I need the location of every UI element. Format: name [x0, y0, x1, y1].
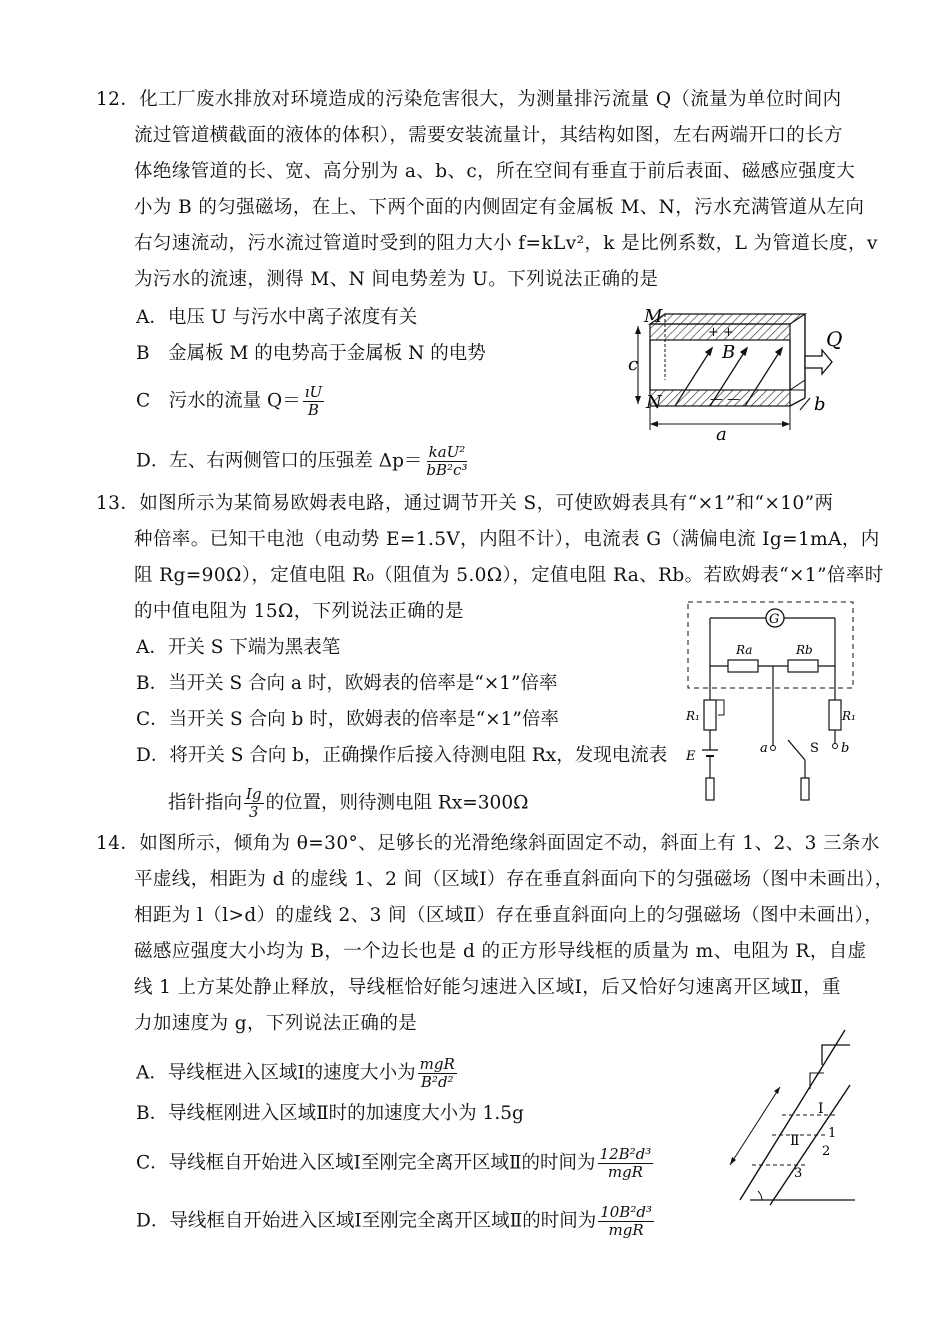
incline-right-edge — [770, 1085, 850, 1205]
q14-option-c-text: C．导线框自开始进入区域Ⅰ至刚完全离开区域Ⅱ的时间为 — [136, 1152, 596, 1174]
q12-option-d-text: D．左、右两侧管口的压强差 Δp＝ — [136, 450, 423, 472]
q14-line-6: 力加速度为 g，下列说法正确的是 — [134, 1013, 418, 1034]
q12-option-c-text: C 污水的流量 Q＝ — [136, 390, 301, 412]
q13-option-d-text-pre: 指针指向 — [168, 792, 243, 814]
q14-option-c[interactable] — [136, 1146, 655, 1181]
fraction-denominator: 3 — [249, 803, 259, 821]
q14-option-a-text: A．导线框进入区域Ⅰ的速度大小为 — [136, 1062, 416, 1084]
q12-line-1: 12．化工厂废水排放对环境造成的污染危害很大，为测量排污流量 Q（流量为单位时间内 — [96, 89, 842, 110]
fraction-numerator: ıU — [304, 383, 323, 401]
q14-line-5: 线 1 上方某处静止释放，导线框恰好能匀速进入区域Ⅰ，后又恰好匀速离开区域Ⅱ，重 — [134, 977, 841, 998]
q14-option-a[interactable] — [136, 1056, 459, 1091]
label-r1-left: R₁ — [686, 709, 700, 723]
label-rb: Rb — [796, 643, 813, 657]
q12-line-3: 体绝缘管道的长、宽、高分别为 a、b、c，所在空间有垂直于前后表面、磁感应强度大 — [134, 161, 856, 182]
fraction-numerator: kaU² — [428, 443, 466, 461]
q12-option-b[interactable]: B 金属板 M 的电势高于金属板 N 的电势 — [136, 343, 486, 364]
fraction-denominator: B²d² — [420, 1073, 454, 1091]
square-loop — [822, 1045, 850, 1065]
switch-s — [788, 740, 805, 760]
label-r1-right: R₁ — [842, 709, 856, 723]
fraction-denominator: mgR — [608, 1221, 644, 1239]
label-line-2: 2 — [822, 1144, 831, 1159]
q12-option-a[interactable]: A．电压 U 与污水中离子浓度有关 — [136, 307, 418, 328]
probe-right-icon — [801, 778, 809, 800]
plus-sign: + + — [708, 325, 734, 340]
label-line-3: 3 — [794, 1166, 803, 1181]
q13-option-c[interactable]: C．当开关 S 合向 b 时，欧姆表的倍率是“×1”倍率 — [136, 709, 559, 730]
flow-arrow-icon — [805, 350, 832, 374]
minus-sign: — — — [710, 392, 741, 407]
fraction-numerator: Ig — [246, 785, 262, 803]
label-b-width: b — [814, 394, 826, 415]
q13-option-b[interactable]: B．当开关 S 合向 a 时，欧姆表的倍率是“×1”倍率 — [136, 673, 558, 694]
q14-option-b[interactable]: B．导线框刚进入区域Ⅱ时的加速度大小为 1.5g — [136, 1103, 524, 1124]
q13-line-3: 阻 Rg=90Ω），定值电阻 R₀（阻值为 5.0Ω），定值电阻 Ra、Rb。若欧姆表“×1”倍率时 — [134, 565, 884, 586]
probe-left-icon — [706, 778, 714, 800]
fraction-denominator: bB²c³ — [426, 461, 468, 479]
label-s: S — [810, 741, 819, 756]
label-q: Q — [826, 327, 843, 351]
q13-option-d-fraction — [244, 786, 264, 821]
q12-line-4: 小为 B 的匀强磁场，在上、下两个面的内侧固定有金属板 M、N，污水充满管道从左向 — [134, 197, 865, 218]
q12-option-d-fraction — [424, 444, 469, 479]
q12-option-c-fraction — [303, 384, 324, 419]
plate-m-top-face — [650, 314, 805, 324]
q14-line-3: 相距为 l（l>d）的虚线 2、3 间（区域Ⅱ）存在垂直斜面向上的匀强磁场（图中未画出）， — [134, 905, 884, 926]
label-ra: Ra — [736, 643, 753, 657]
fraction-numerator: mgR — [419, 1055, 455, 1073]
label-g: G — [769, 612, 780, 627]
q13-option-d-line-2 — [168, 786, 528, 821]
resistor-rb — [788, 660, 818, 672]
q13-line-4: 的中值电阻为 15Ω，下列说法正确的是 — [134, 601, 464, 622]
fraction-numerator: 10B²d³ — [600, 1203, 652, 1221]
q14-line-2: 平虚线，相距为 d 的虚线 1、2 间（区域Ⅰ）存在垂直斜面向下的匀强磁场（图中未画出）， — [134, 869, 894, 890]
q14-line-4: 磁感应强度大小均为 B，一个边长也是 d 的正方形导线框的质量为 m、电阻为 R，自虚 — [134, 941, 867, 962]
q14-option-a-fraction — [418, 1056, 457, 1091]
q13-circuit-figure — [680, 600, 855, 805]
label-c: c — [628, 354, 639, 375]
q14-option-d-text: D．导线框自开始进入区域Ⅰ至刚完全离开区域Ⅱ的时间为 — [136, 1210, 597, 1232]
q12-line-5: 右匀速流动，污水流过管道时受到的阻力大小 f=kLv²，k 是比例系数，L 为管道长度，v — [134, 233, 878, 254]
rheostat-r1 — [704, 700, 716, 730]
q13-option-a[interactable]: A．开关 S 下端为黑表笔 — [136, 637, 341, 658]
label-n: N — [646, 392, 662, 413]
q12-option-d[interactable] — [136, 444, 471, 479]
q12-line-2: 流过管道横截面的液体的体积），需要安装流量计，其结构如图，左右两端开口的长方 — [134, 125, 843, 146]
resistor-ra — [728, 660, 758, 672]
q12-flowmeter-figure — [630, 306, 860, 446]
q14-incline-figure — [710, 1025, 860, 1205]
label-b-field: B — [722, 342, 736, 363]
q12-line-6: 为污水的流速，测得 M、N 间电势差为 U。下列说法正确的是 — [134, 269, 659, 290]
fraction-numerator: 12B²d³ — [599, 1145, 652, 1163]
q13-line-2: 种倍率。已知干电池（电动势 E=1.5V，内阻不计），电流表 G（满偏电流 Ig=1mA，内 — [134, 529, 880, 550]
label-a: a — [760, 741, 768, 756]
fraction-denominator: B — [307, 401, 319, 419]
label-b: b — [841, 741, 850, 756]
label-region-ii: Ⅱ — [790, 1133, 800, 1149]
q13-line-1: 13．如图所示为某简易欧姆表电路，通过调节开关 S，可使欧姆表具有“×1”和“×10”两 — [96, 493, 834, 514]
q13-option-d-line-1[interactable]: D．将开关 S 合向 b，正确操作后接入待测电阻 Rx，发现电流表 — [136, 745, 668, 766]
label-a: a — [716, 424, 727, 445]
label-m: M — [644, 306, 663, 327]
fraction-denominator: mgR — [607, 1163, 643, 1181]
q13-option-d-text-post: 的位置，则待测电阻 Rx=300Ω — [265, 792, 529, 814]
label-line-1: 1 — [828, 1126, 837, 1141]
q12-option-c[interactable] — [136, 384, 326, 419]
q14-option-d[interactable] — [136, 1204, 656, 1239]
label-region-i: Ⅰ — [818, 1101, 824, 1117]
label-e: E — [686, 749, 696, 764]
q14-option-c-fraction — [598, 1146, 654, 1181]
q14-line-1: 14．如图所示，倾角为 θ=30°、足够长的光滑绝缘斜面固定不动，斜面上有 1、2、3 三条水 — [96, 833, 880, 854]
resistor-r1-right — [829, 700, 841, 730]
q14-option-d-fraction — [598, 1204, 654, 1239]
